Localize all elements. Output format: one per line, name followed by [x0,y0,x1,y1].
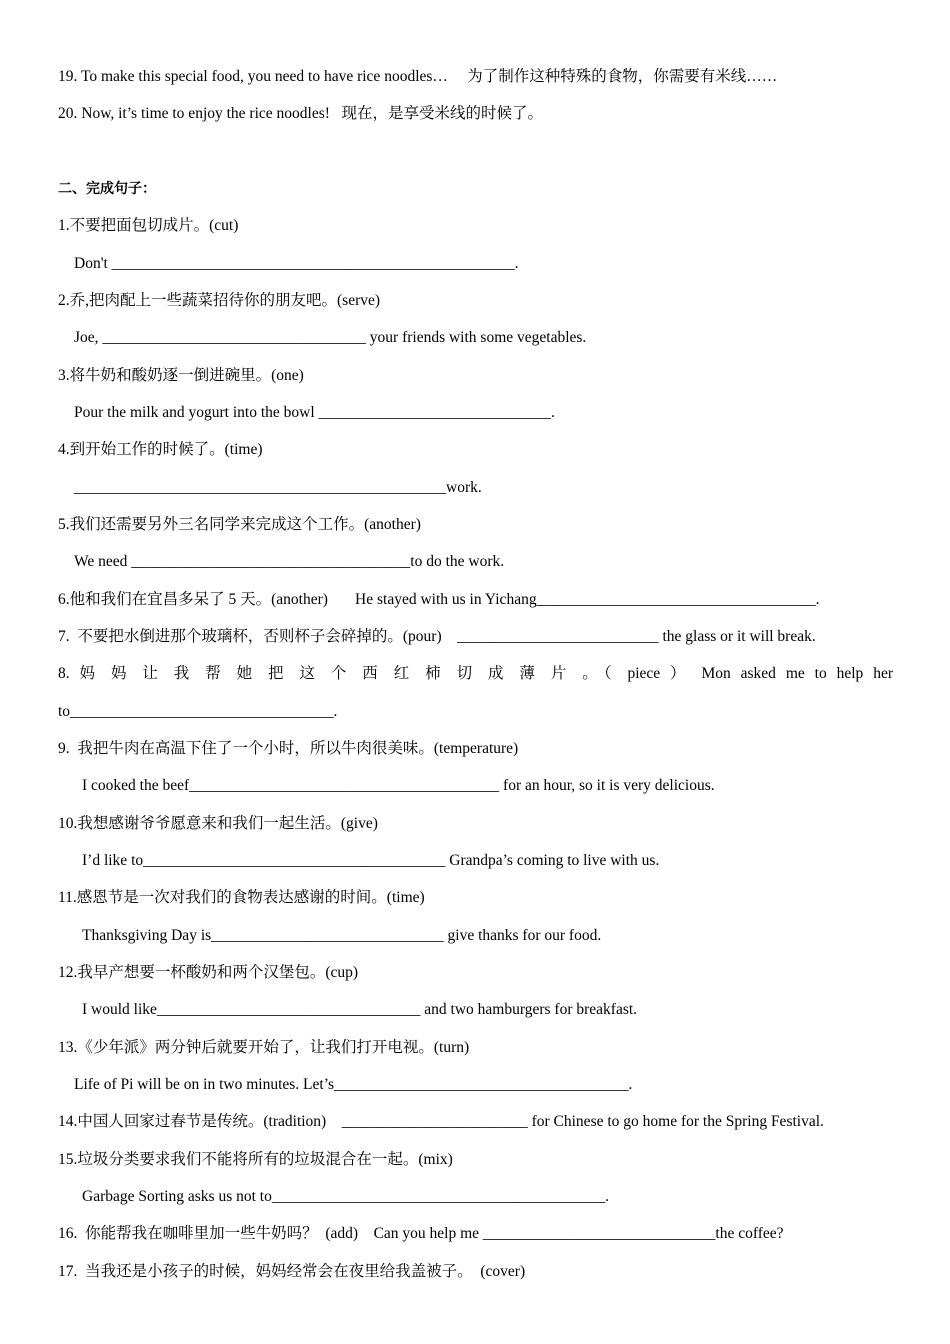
question-1-answer-line: Don't ____________________________________________________. [74,255,519,272]
question-7: 7. 不要把水倒进那个玻璃杯，否则杯子会碎掉的。(pour) __________________________ the glass or it will break. [58,628,816,645]
question-16: 16. 你能帮我在咖啡里加一些牛奶吗？ (add) Can you help me ______________________________the coffee? [58,1225,784,1242]
question-12-prompt: 12.我早产想要一杯酸奶和两个汉堡包。(cup) [58,964,359,981]
question-13-answer-line: Life of Pi will be on in two minutes. Let’s______________________________________. [74,1076,633,1093]
question-12-answer-line: I would like__________________________________ and two hamburgers for breakfast. [82,1001,638,1018]
item-20-translation: 20. Now, it’s time to enjoy the rice noodles! 现在，是享受米线的时候了。 [58,105,544,122]
question-10-prompt: 10.我想感谢爷爷愿意来和我们一起生活。(give) [58,815,378,832]
question-4-prompt: 4.到开始工作的时候了。(time) [58,441,263,458]
section-heading: 二、完成句子： [58,181,156,197]
item-19-translation: 19. To make this special food, you need to have rice noodles… 为了制作这种特殊的食物，你需要有米线…… [58,68,778,85]
question-10-answer-line: I’d like to_______________________________________ Grandpa’s coming to live with us. [82,852,660,869]
question-14: 14.中国人回家过春节是传统。(tradition) ________________________ for Chinese to go home for the Spring Festival. [58,1113,824,1130]
question-8-prompt: 8. 妈 妈 让 我 帮 她 把 这 个 西 红 柿 切 成 薄 片 。（ piece ） Mon asked me to help her [58,665,893,682]
question-13-prompt: 13.《少年派》两分钟后就要开始了，让我们打开电视。(turn) [58,1039,470,1056]
question-5-answer-line: We need ____________________________________to do the work. [74,553,505,570]
question-2-answer-line: Joe, __________________________________ your friends with some vegetables. [74,329,587,346]
question-2-prompt: 2.乔,把肉配上一些蔬菜招待你的朋友吧。(serve) [58,292,381,309]
question-3-answer-line: Pour the milk and yogurt into the bowl ______________________________. [74,404,555,421]
question-6: 6.他和我们在宜昌多呆了 5 天。(another) He stayed with us in Yichang____________________________________. [58,591,820,608]
question-15-answer-line: Garbage Sorting asks us not to___________________________________________. [82,1188,609,1205]
question-5-prompt: 5.我们还需要另外三名同学来完成这个工作。(another) [58,516,421,533]
question-9-prompt: 9. 我把牛肉在高温下住了一个小时，所以牛肉很美味。(temperature) [58,740,519,757]
question-3-prompt: 3.将牛奶和酸奶逐一倒进碗里。(one) [58,367,304,384]
question-1-prompt: 1.不要把面包切成片。(cut) [58,217,239,234]
question-8-answer-line: to__________________________________. [58,703,338,720]
question-17-prompt: 17. 当我还是小孩子的时候，妈妈经常会在夜里给我盖被子。 (cover) [58,1263,526,1280]
question-9-answer-line: I cooked the beef________________________________________ for an hour, so it is very delicious. [82,777,715,794]
question-11-answer-line: Thanksgiving Day is______________________________ give thanks for our food. [82,927,602,944]
question-4-answer-line: ________________________________________________work. [74,479,482,496]
question-15-prompt: 15.垃圾分类要求我们不能将所有的垃圾混合在一起。(mix) [58,1151,453,1168]
question-11-prompt: 11.感恩节是一次对我们的食物表达感谢的时间。(time) [58,889,425,906]
